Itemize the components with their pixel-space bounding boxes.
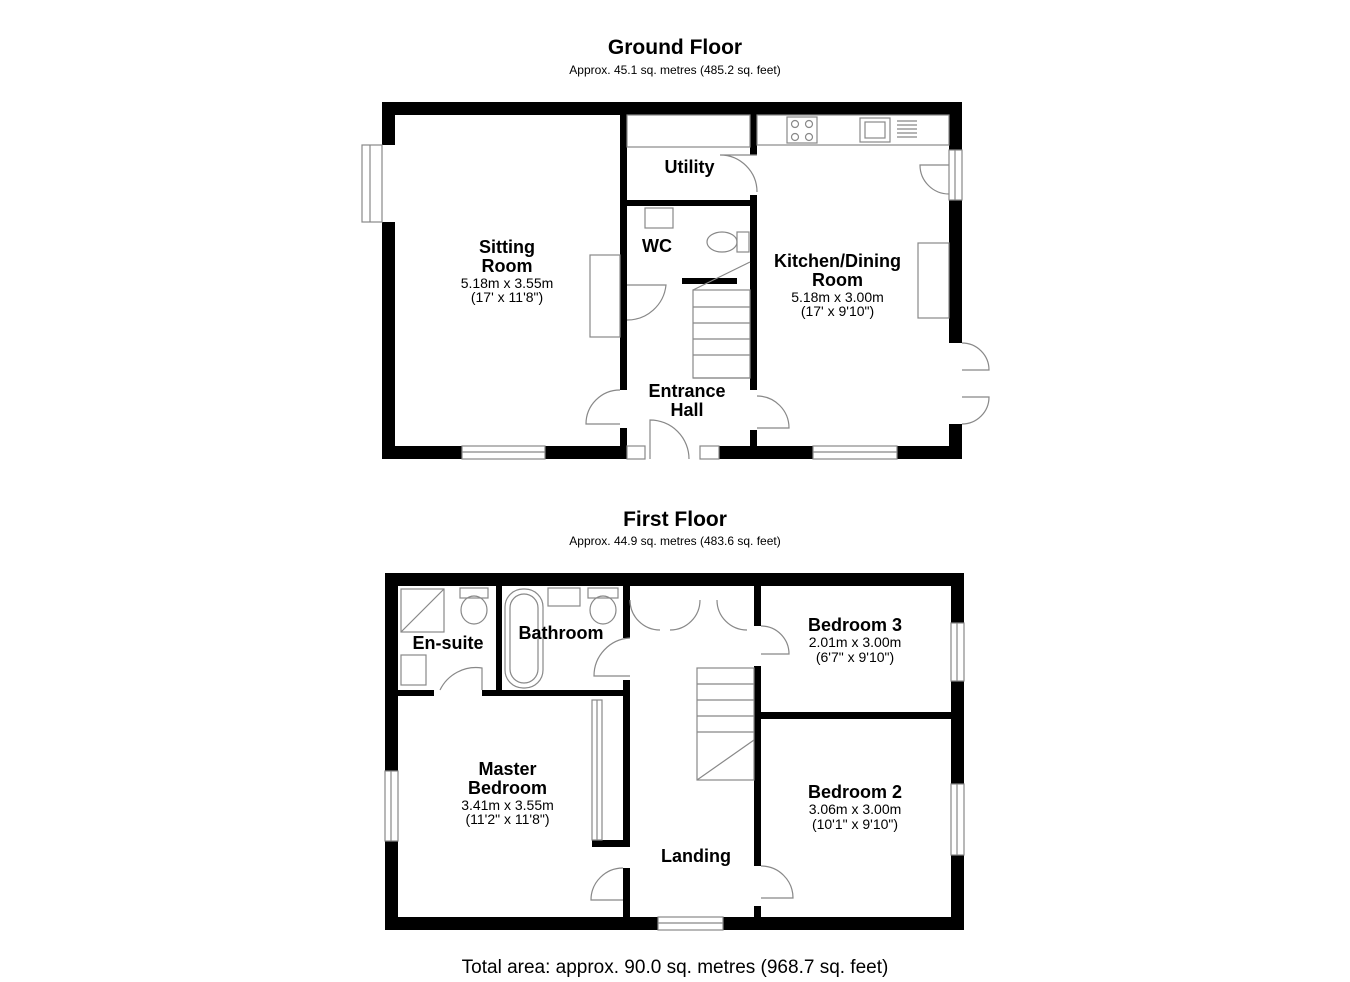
room-size-metric: 5.18m x 3.55m bbox=[460, 274, 554, 291]
front-door bbox=[650, 420, 689, 459]
room-size-imperial: (6'7" x 9'10") bbox=[815, 648, 895, 665]
door bbox=[761, 866, 793, 898]
room-name: Entrance bbox=[648, 381, 726, 401]
first-staircase bbox=[697, 668, 754, 780]
door bbox=[627, 285, 666, 320]
utility-worktop bbox=[627, 115, 750, 147]
room-bathroom bbox=[505, 624, 617, 643]
room-size-imperial: (11'2" x 11'8") bbox=[465, 811, 550, 828]
room-name: Bathroom bbox=[518, 623, 604, 643]
kitchen-worktop bbox=[757, 115, 949, 145]
door bbox=[591, 868, 623, 900]
wc-basin bbox=[645, 208, 673, 228]
window bbox=[362, 145, 382, 222]
toilet bbox=[707, 232, 737, 252]
french-door bbox=[962, 343, 989, 370]
door bbox=[440, 668, 482, 690]
first-floor-title: First Floor bbox=[623, 508, 727, 531]
room-en-suite bbox=[401, 634, 495, 653]
room-wc bbox=[630, 237, 684, 256]
room-bedroom-3 bbox=[770, 616, 940, 664]
room-name: Bedroom 2 bbox=[807, 782, 903, 802]
room-size-imperial: (10'1" x 9'10") bbox=[811, 815, 899, 832]
room-size-metric: 3.41m x 3.55m bbox=[461, 796, 554, 813]
room-name: Room bbox=[812, 269, 863, 290]
room-name: Sitting bbox=[479, 237, 535, 257]
room-kitchen-dining bbox=[755, 252, 920, 319]
room-name: Utility bbox=[664, 157, 715, 177]
total-area: Total area: approx. 90.0 sq. metres (968.7 sq. feet) bbox=[461, 957, 889, 978]
door bbox=[594, 638, 630, 676]
room-landing bbox=[634, 847, 758, 866]
room-sitting-room bbox=[417, 238, 597, 305]
room-name: Bedroom 3 bbox=[807, 615, 903, 635]
room-size-imperial: (17' x 9'10") bbox=[800, 303, 875, 320]
room-size-metric: 5.18m x 3.00m bbox=[791, 288, 884, 305]
room-size-metric: 3.06m x 3.00m bbox=[808, 800, 902, 817]
room-size-metric: 2.01m x 3.00m bbox=[808, 633, 902, 650]
ground-floor-title: Ground Floor bbox=[607, 36, 743, 59]
toilet bbox=[461, 596, 487, 624]
room-name: En-suite bbox=[412, 633, 484, 653]
room-utility bbox=[637, 158, 742, 177]
room-bedroom-2 bbox=[770, 783, 940, 831]
room-name: Kitchen/Dining bbox=[774, 251, 901, 271]
room-name: Bedroom bbox=[467, 777, 547, 798]
cupboard-door bbox=[630, 600, 700, 630]
room-name: WC bbox=[642, 236, 672, 256]
basin bbox=[548, 588, 580, 606]
room-master-bedroom bbox=[420, 760, 595, 827]
room-entrance-hall bbox=[630, 382, 744, 420]
room-size-imperial: (17' x 11'8") bbox=[470, 289, 544, 306]
room-name: Hall bbox=[670, 399, 704, 420]
first-floor-area: Approx. 44.9 sq. metres (483.6 sq. feet) bbox=[569, 534, 781, 548]
basin bbox=[401, 655, 426, 685]
room-name: Master bbox=[478, 759, 537, 779]
room-name: Room bbox=[481, 255, 533, 276]
ground-floor-area: Approx. 45.1 sq. metres (485.2 sq. feet) bbox=[569, 63, 781, 77]
toilet bbox=[590, 596, 616, 624]
room-name: Landing bbox=[661, 846, 731, 866]
